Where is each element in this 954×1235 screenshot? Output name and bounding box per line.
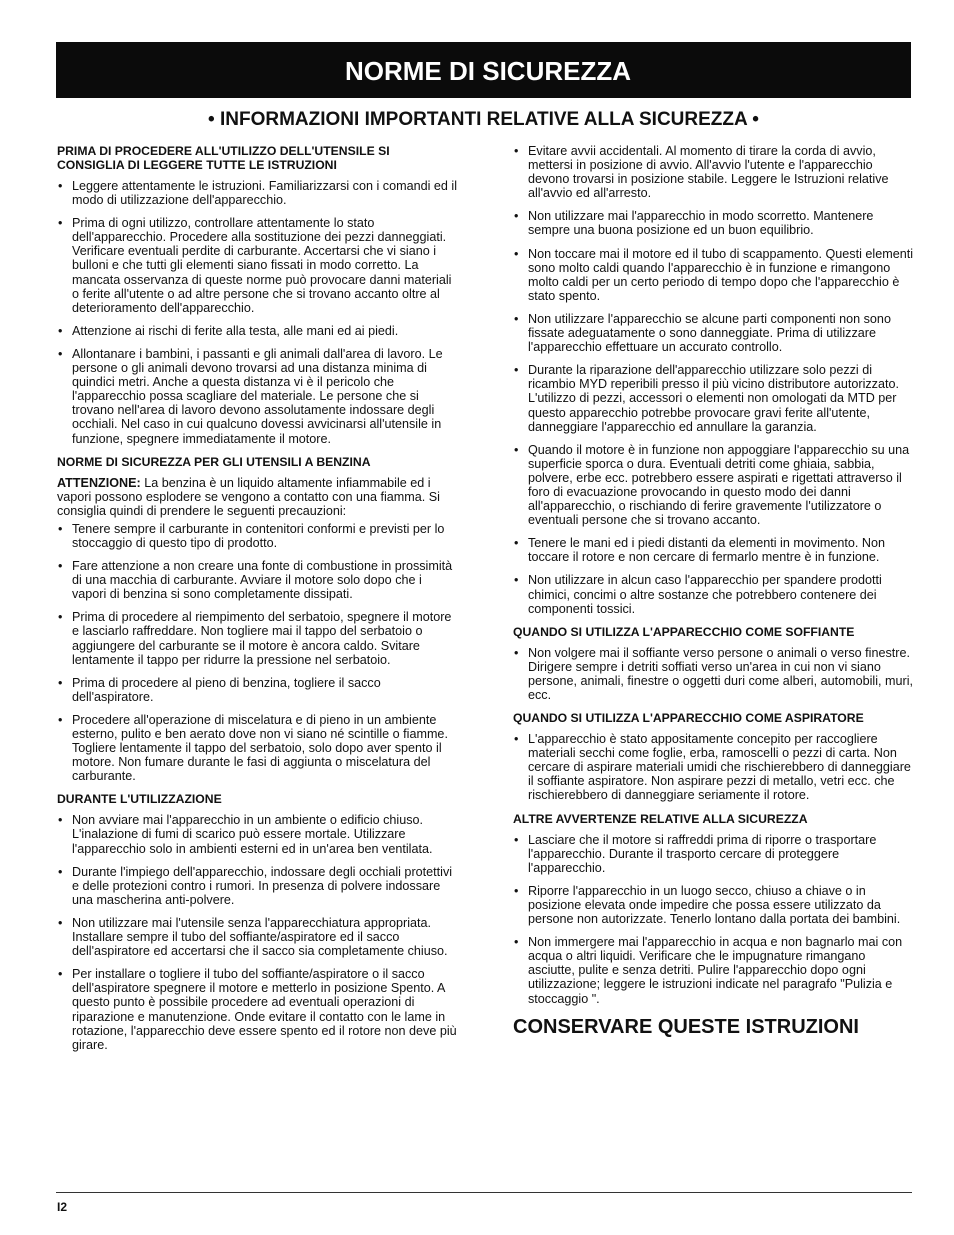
list-item: • Non volgere mai il soffiante verso persone o animali o verso finestre. Dirigere sempre i detriti soffiati verso un'area in cui non vi siano persone, animali, finestre o oggetti duri come alberi, automobili, muri, ecc. bbox=[513, 646, 913, 702]
section-heading: NORME DI SICUREZZA PER GLI UTENSILI A BENZINA bbox=[57, 454, 371, 469]
list-item: • Durante la riparazione dell'apparecchio utilizzare solo pezzi di ricambio MYD reperibili presso il più vicino distributore autorizzato. L'utilizzo di pezzi, accessori o elementi non omologati da MTD per questo apparecchio potrebbe provocare gravi ferite all'utente, danneggiare l'apparecchio ed annullare la garanzia. bbox=[513, 363, 913, 433]
footer-divider bbox=[56, 1192, 912, 1193]
section-heading: PRIMA DI PROCEDERE ALL'UTILIZZO DELL'UTENSILE SI CONSIGLIA DI LEGGERE TUTTE LE ISTRUZIONI bbox=[57, 144, 390, 172]
list-item: • Tenere le mani ed i piedi distanti da elementi in movimento. Non toccare il rotore e non cercare di fermarlo mentre è in funzione. bbox=[513, 536, 913, 564]
warning-label: ATTENZIONE: bbox=[57, 475, 141, 490]
left-column bbox=[57, 144, 457, 1061]
list-item: • Non toccare mai il motore ed il tubo di scappamento. Questi elementi sono molto caldi quando l'apparecchio è in funzione e rimangono molto caldi per un certo periodo di tempo dopo che l'apparecchio è stato spento. bbox=[513, 247, 913, 303]
bullet-list bbox=[513, 646, 913, 702]
bullet-list bbox=[513, 833, 913, 1006]
list-item: • Riporre l'apparecchio in un luogo secco, chiuso a chiave o in posizione elevata onde impedire che possa essere utilizzato da persone non autorizzate. Tenerlo lontano dalla portata dei bambini. bbox=[513, 884, 913, 926]
bullet-list bbox=[513, 144, 913, 616]
section-heading: ALTRE AVVERTENZE RELATIVE ALLA SICUREZZA bbox=[513, 811, 808, 826]
list-item: • Per installare o togliere il tubo del soffiante/aspiratore o il sacco dell'aspiratore spegnere il motore e metterlo in posizione Spento. A questo punto è possibile procedere ad eventuali operazioni di riparazione e manutenzione. Onde evitare il contatto con le lame in rotazione, l'apparecchio deve essere spento ed il rotore non deve più girare. bbox=[57, 967, 457, 1052]
bullet-list bbox=[57, 179, 457, 446]
list-item: • Evitare avvii accidentali. Al momento di tirare la corda di avvio, mettersi in posizione di avvio. All'avvio l'utente e l'apparecchio devono trovarsi in posizione stabile. Leggere le Istruzioni relative all'avvio ed all'arresto. bbox=[513, 144, 913, 200]
list-item: • Non utilizzare in alcun caso l'apparecchio per spandere prodotti chimici, concimi o altre sostanze che potrebbero contenere dei componenti tossici. bbox=[513, 573, 913, 615]
page-number: I2 bbox=[57, 1200, 68, 1214]
bullet-list bbox=[513, 732, 913, 802]
section-heading: DURANTE L'UTILIZZAZIONE bbox=[57, 792, 222, 807]
list-item: • L'apparecchio è stato appositamente concepito per raccogliere materiali secchi come foglie, erba, ramoscelli o pezzi di carta. Non cercare di aspirare materiali umidi che rischierebbero di danneggiare il soffiante aspiratore. Non aspirare pezzi di metallo, vetri ecc. che rischierebbero di danneggiare seriamente il rotore. bbox=[513, 732, 913, 802]
section-heading: QUANDO SI UTILIZZA L'APPARECCHIO COME ASPIRATORE bbox=[513, 711, 864, 726]
right-column bbox=[513, 144, 914, 1038]
list-item: • Tenere sempre il carburante in contenitori conformi e previsti per lo stoccaggio di questo tipo di prodotto. bbox=[57, 522, 457, 550]
list-item: • Attenzione ai rischi di ferite alla testa, alle mani ed ai piedi. bbox=[57, 324, 457, 338]
title-banner bbox=[56, 42, 911, 98]
list-item: • Procedere all'operazione di miscelatura e di pieno in un ambiente esterno, pulito e ben aerato dove non vi siano né scintille o fiamme. Togliere lentamente il tappo del serbatoio, solo dopo aver spento il motore. Non fumare durante le fasi di aggiunta o miscelatura del carburante. bbox=[57, 713, 457, 783]
list-item: • Prima di procedere al riempimento del serbatoio, spegnere il motore e lasciarlo raffreddare. Non togliere mai il tappo del serbatoio o aggiungere del carburante se il motore è ancora caldo. Svitare lentamente il tappo per ridurre la pressione nel serbatoio. bbox=[57, 610, 457, 666]
list-item: • Fare attenzione a non creare una fonte di combustione in prossimità di una macchia di carburante. Avviare il motore solo dopo che i vapori di benzina si sono completamente dissipati. bbox=[57, 559, 457, 601]
section-heading: QUANDO SI UTILIZZA L'APPARECCHIO COME SOFFIANTE bbox=[513, 624, 855, 639]
list-item: • Non utilizzare mai l'utensile senza l'apparecchiatura appropriata. Installare sempre il tubo del soffiante/aspiratore ed il sacco dell'aspiratore ed accertarsi che il sacco sia completamente chiuso. bbox=[57, 916, 457, 958]
section-subtitle: • INFORMAZIONI IMPORTANTI RELATIVE ALLA SICUREZZA • bbox=[208, 109, 759, 130]
warning-paragraph bbox=[57, 476, 457, 518]
warning-text: La benzina è un liquido altamente infiammabile ed i vapori possono esplodere se vengono a contatto con una fiamma. Si consiglia quindi di prendere le seguenti precauzioni: bbox=[57, 475, 440, 518]
list-item: • Leggere attentamente le istruzioni. Familiarizzarsi con i comandi ed il modo di utilizzazione dell'apparecchio. bbox=[57, 179, 457, 207]
list-item: • Non utilizzare l'apparecchio se alcune parti componenti non sono fissate adeguatamente o sono danneggiate. Prima di utilizzare l'apparecchio effettuare un accurato controllo. bbox=[513, 312, 913, 354]
list-item: • Allontanare i bambini, i passanti e gli animali dall'area di lavoro. Le persone o gli animali devono trovarsi ad una distanza minima di quindici metri. Anche a questa distanza vi è il pericolo che l'apparecchio possa scagliare del materiale. Le persone che si trovano nell'area di lavoro devono assolutamente indossare degli occhiali. Nel caso in cui qualcuno dovessi avvicinarsi all'utensile in funzione, spegnere immediatamente il motore. bbox=[57, 347, 457, 446]
list-item: • Non immergere mai l'apparecchio in acqua e non bagnarlo mai con acqua o altri liquidi. Verificare che le impugnature rimangano asciutte, pulite e senza detriti. Pulire l'apparecchio dopo ogni utilizzazione; leggere le istruzioni indicate nel paragrafo "Pulizia e stoccaggio ". bbox=[513, 935, 913, 1005]
list-item: • Non avviare mai l'apparecchio in un ambiente o edificio chiuso. L'inalazione di fumi di scarico può essere mortale. Utilizzare l'apparecchio solo in ambienti esterni ed in un'area ben ventilata. bbox=[57, 813, 457, 855]
bullet-list bbox=[57, 522, 457, 784]
list-item: • Prima di procedere al pieno di benzina, togliere il sacco dell'aspiratore. bbox=[57, 676, 457, 704]
closing-heading: CONSERVARE QUESTE ISTRUZIONI bbox=[513, 1015, 859, 1038]
list-item: • Lasciare che il motore si raffreddi prima di riporre o trasportare l'apparecchio. Durante il trasporto cercare di proteggere l'apparecchio. bbox=[513, 833, 913, 875]
list-item: • Quando il motore è in funzione non appoggiare l'apparecchio su una superficie sporca o dura. Eventuali detriti come ghiaia, sabbia, polvere, erbe ecc. potrebbero essere aspirati e rigettati attraverso il foro di evacuazione provocando in questo modo dei danni all'apparecchio, o rischiando di ferire gravemente l'utilizzatore o eventuali persone che si trovano accanto. bbox=[513, 443, 913, 528]
list-item: • Prima di ogni utilizzo, controllare attentamente lo stato dell'apparecchio. Procedere alla sostituzione dei pezzi danneggiati. Verificare eventuali perdite di carburante. Accertarsi che vi siano i bulloni e che tutti gli elementi siano fissati in modo corretto. La mancata osservanza di queste norme può provocare danni materiali o ferite all'utente o ad altre persone che si trovano accanto oltre al deterioramento dell'apparecchio. bbox=[57, 216, 457, 315]
list-item: • Durante l'impiego dell'apparecchio, indossare degli occhiali protettivi e delle protezioni contro i rumori. In presenza di polvere indossare una mascherina anti-polvere. bbox=[57, 865, 457, 907]
list-item: • Non utilizzare mai l'apparecchio in modo scorretto. Mantenere sempre una buona posizione ed un buon equilibrio. bbox=[513, 209, 913, 237]
page-title: NORME DI SICUREZZA bbox=[345, 56, 631, 86]
bullet-list bbox=[57, 813, 457, 1051]
